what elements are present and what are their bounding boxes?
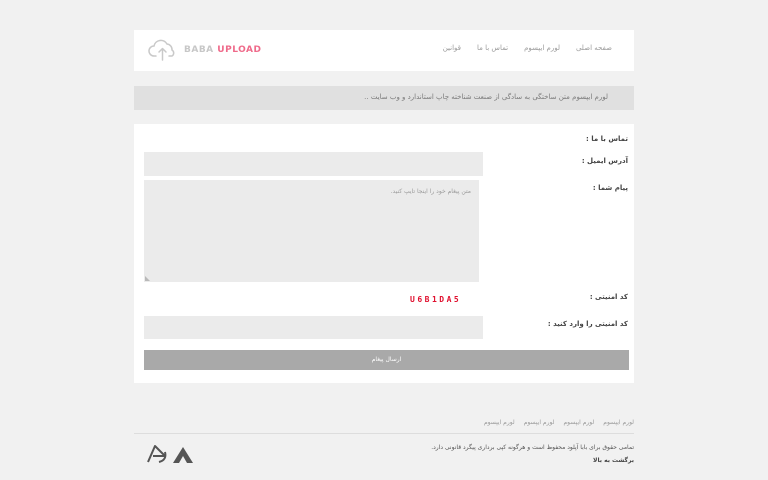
nav-item-rules[interactable]: قوانین xyxy=(442,44,461,52)
site-logo[interactable] xyxy=(148,37,261,63)
footer-link[interactable]: لورم ایپسوم xyxy=(483,419,515,426)
designer-logo-icon xyxy=(145,442,197,466)
send-message-button[interactable]: ارسال پیغام xyxy=(144,350,629,370)
message-textarea[interactable] xyxy=(144,180,479,282)
nav-item-lorem[interactable]: لورم ایپسوم xyxy=(524,44,560,52)
logo-text-baba: BABA xyxy=(184,45,214,55)
message-placeholder: متن پیغام خود را اینجا تایپ کنید. xyxy=(390,188,471,195)
captcha-label: کد امنیتی : xyxy=(589,293,628,301)
main-nav xyxy=(443,44,612,52)
captcha-image: U6B1DA5 xyxy=(410,295,462,304)
contact-form xyxy=(134,124,634,383)
footer-link[interactable]: لورم ایپسوم xyxy=(523,419,555,426)
footer-links xyxy=(484,419,634,426)
footer-link[interactable]: لورم ایپسوم xyxy=(563,419,595,426)
resize-grip-icon[interactable] xyxy=(145,276,150,281)
footer-link[interactable]: لورم ایپسوم xyxy=(603,419,634,426)
banner-text: لورم ایپسوم متن ساختگی به سادگی از صنعت شناخته چاپ استاندارد و وب سایت .. xyxy=(364,93,608,101)
logo-text xyxy=(184,45,261,55)
email-field[interactable] xyxy=(144,152,483,176)
copyright-text: تمامی حقوق برای بابا آپلود محفوظ است و هرگونه کپی برداری پیگرد قانونی دارد. xyxy=(431,444,634,451)
cloud-upload-icon xyxy=(148,38,178,62)
nav-item-home[interactable]: صفحه اصلی xyxy=(575,44,612,52)
captcha-input-label: کد امنیتی را وارد کنید : xyxy=(547,320,628,328)
logo-text-upload: UPLOAD xyxy=(217,45,262,55)
captcha-input[interactable] xyxy=(144,316,483,339)
footer-divider xyxy=(134,433,634,434)
info-banner xyxy=(134,86,634,110)
site-header xyxy=(134,30,634,71)
email-label: آدرس ایمیل : xyxy=(581,157,628,165)
nav-item-contact[interactable]: تماس با ما xyxy=(476,44,509,52)
contact-title: تماس با ما : xyxy=(586,135,628,143)
back-to-top-link[interactable]: برگشت به بالا xyxy=(593,457,634,464)
message-label: پیام شما : xyxy=(592,184,628,192)
